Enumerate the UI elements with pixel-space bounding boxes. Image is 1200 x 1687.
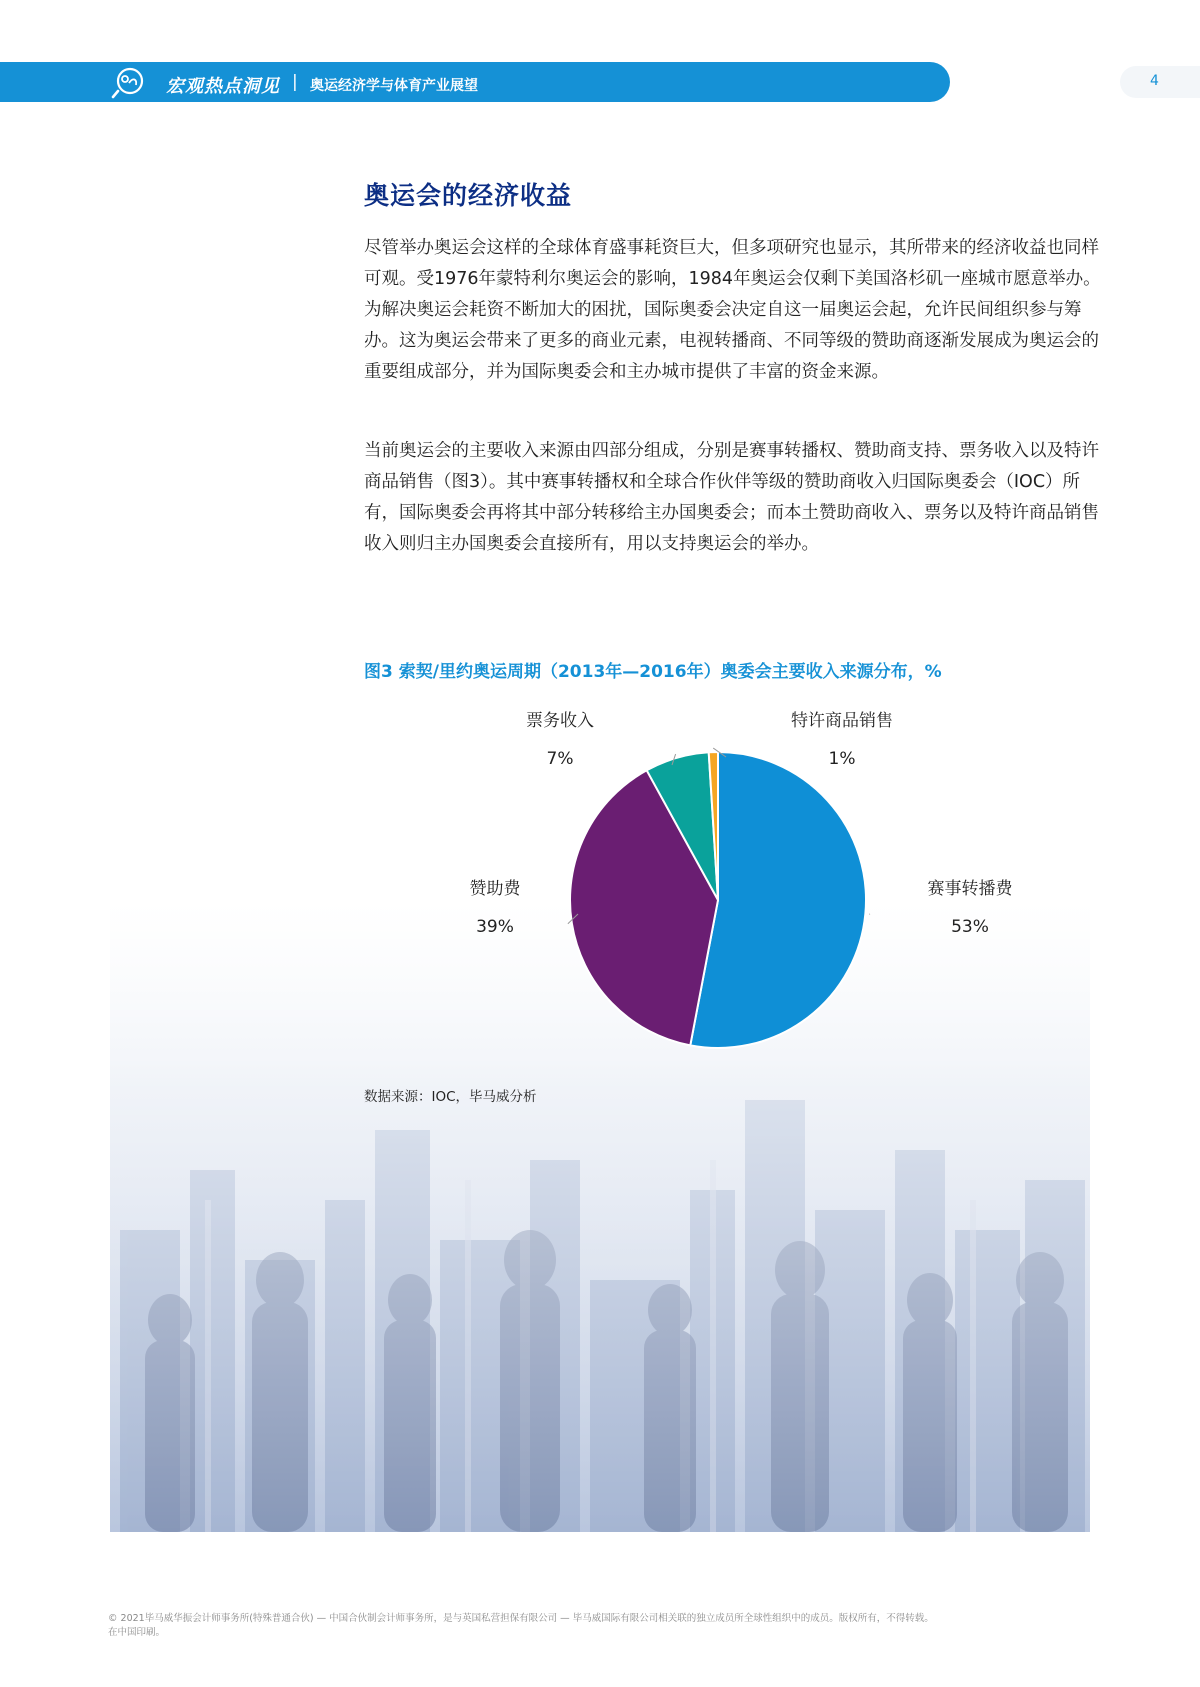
footer-line: © 2021毕马威华振会计师事务所(特殊普通合伙) — 中国合伙制会计师事务所，是与英国私营担保有限公司 — 毕马威国际有限公司相关联的独立成员所全球性组织中的成员。版权所有，不得转载。 <box>108 1613 934 1624</box>
slice-value-label: 39% <box>476 917 514 937</box>
source-note: 数据来源：IOC，毕马威分析 <box>364 1089 537 1105</box>
slice-value-label: 1% <box>828 749 856 769</box>
footer-line: 在中国印刷。 <box>108 1627 166 1638</box>
section-title: 奥运会的经济收益 <box>364 181 573 210</box>
slice-label: 票务收入 <box>526 711 594 731</box>
page-number: 4 <box>1150 73 1159 89</box>
copyright-footer <box>108 1612 1108 1640</box>
revenue-pie-chart <box>440 700 1040 1060</box>
header-separator: | <box>292 72 298 92</box>
figure-title: 图3 索契/里约奥运周期（2013年—2016年）奥委会主要收入来源分布，% <box>364 662 942 682</box>
body-paragraph: 当前奥运会的主要收入来源由四部分组成，分别是赛事转播权、赞助商支持、票务收入以及特许商品销售（图3）。其中赛事转播权和全球合作伙伴等级的赞助商收入归国际奥委会（IOC）所有，国际奥委会再将其中部分转移给主办国奥委会；而本土赞助商收入、票务以及特许商品销售收入则归主办国奥委会直接所有，用以支持奥运会的举办。 <box>364 441 1099 554</box>
body-paragraph: 尽管举办奥运会这样的全球体育盛事耗资巨大，但多项研究也显示，其所带来的经济收益也同样可观。受1976年蒙特利尔奥运会的影响，1984年奥运会仅剩下美国洛杉矶一座城市愿意举办。为解决奥运会耗资不断加大的困扰，国际奥委会决定自这一届奥运会起，允许民间组织参与筹办。这为奥运会带来了更多的商业元素，电视转播商、不同等级的赞助商逐渐发展成为奥运会的重要组成部分，并为国际奥委会和主办城市提供了丰富的资金来源。 <box>364 238 1101 382</box>
slice-label: 赞助费 <box>469 879 521 899</box>
slice-value-label: 7% <box>546 749 574 769</box>
slice-value-label: 53% <box>951 917 989 937</box>
header-series-title: 宏观热点洞见 <box>166 76 280 97</box>
slice-label: 赛事转播费 <box>927 879 1013 899</box>
kpmg-insight-logo-icon <box>110 65 150 99</box>
header-subtitle: 奥运经济学与体育产业展望 <box>310 78 478 94</box>
page-number-tab <box>1120 66 1200 98</box>
slice-label: 特许商品销售 <box>791 711 893 731</box>
